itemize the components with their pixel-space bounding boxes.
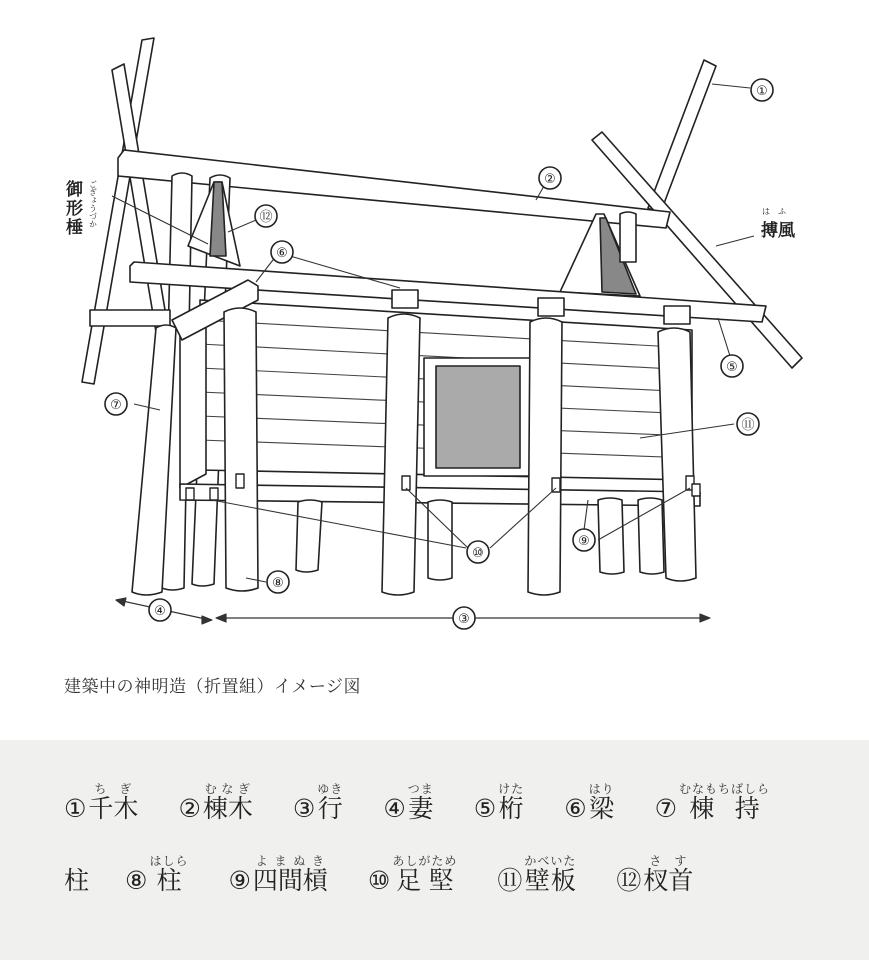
term-word: 壁板かべいた [524,854,577,895]
term-number: ⑧ [125,866,148,895]
term-word: 足堅あしがため [392,854,458,895]
term-word: 桁けた [498,782,525,823]
hafu-label [760,207,796,241]
term-number: ⑦ [654,794,678,823]
figure-caption: 建築中の神明造（折置組）イメージ図 [64,677,361,697]
term-number: ② [178,794,201,823]
term-word: 柱 [64,866,90,895]
label-7: ⑦ [110,398,122,413]
label-5: ⑤ [726,360,738,375]
term-word: 千木ちぎ [88,782,139,823]
legend-term [383,782,433,824]
gable-truss-right [560,212,640,296]
term-number: ⑪ [497,866,523,895]
label-11: ⑪ [741,418,755,433]
legend-line-2 [64,854,693,896]
legend-term [293,782,343,824]
cross-tie-left [90,310,170,326]
term-number: ⑤ [473,794,497,823]
gogyo-label [62,179,98,237]
term-number: ⑫ [616,866,642,895]
legend-term [616,854,693,896]
legend-term [368,854,457,896]
legend-term [228,854,327,896]
term-number: ⑥ [564,794,587,823]
legend-term [497,854,576,896]
label-3: ③ [458,612,470,627]
term-word: 柱はしら [149,854,189,895]
legend-term [474,782,524,824]
legend-panel [0,740,869,960]
legend-term [178,782,252,824]
term-word: 四間槓よまぬき [252,854,328,895]
legend-line-1 [64,782,770,824]
term-number: ⑩ [367,866,391,895]
term-number: ⑨ [228,866,251,895]
label-2: ② [544,172,556,187]
label-10: ⑩ [472,546,484,561]
label-1: ① [756,84,768,99]
term-word: 妻つま [407,782,434,823]
label-9: ⑨ [578,534,590,549]
legend-term [655,782,770,824]
hafu-reading: はふ [762,207,794,216]
term-number: ③ [292,794,316,823]
label-12: ⑫ [259,210,273,225]
term-word: 棟持むなもちばしら [679,782,771,823]
legend-term [64,782,138,824]
gable-truss-left [188,182,240,266]
gogyo-reading: ごぎょうづか [88,180,98,228]
label-8: ⑧ [272,576,284,591]
label-4: ④ [154,604,166,619]
term-number: ④ [383,794,406,823]
legend-term [125,854,188,896]
legend-term [564,782,614,824]
term-number: ① [64,794,87,823]
legend-term [64,866,89,896]
label-6: ⑥ [276,246,288,261]
dimension-arrows [116,598,710,624]
gogyo-kanji: 御形棰 [62,180,82,237]
term-word: 棟木むなぎ [202,782,253,823]
hafu-kanji: 搏風 [761,221,795,241]
term-word: 梁はり [588,782,615,823]
term-word: 杈首さす [643,854,694,895]
term-word: 行ゆき [317,782,344,823]
